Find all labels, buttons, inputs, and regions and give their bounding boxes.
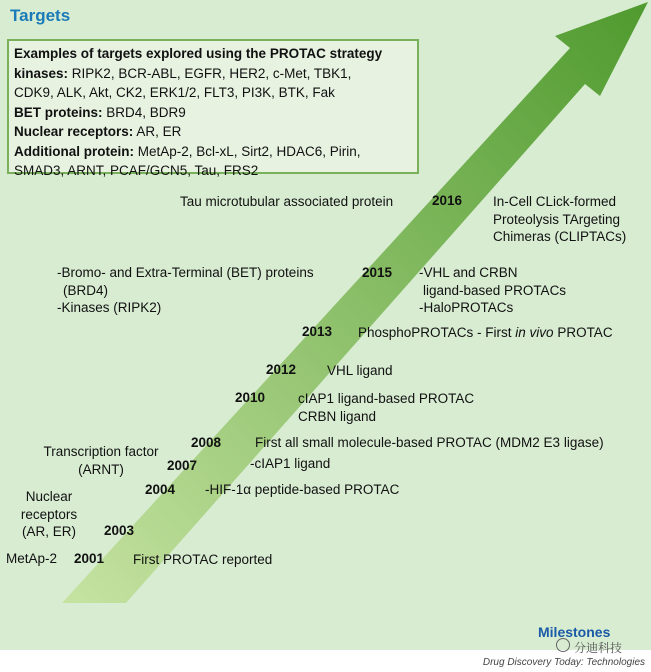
label-first-protac: First PROTAC reported — [133, 552, 273, 567]
watermark-text: 分迪科技 — [574, 641, 623, 655]
additional-line2: SMAD3, ARNT, PCAF/GCN5, Tau, FRS2 — [14, 163, 259, 178]
bet-line2: (BRD4) — [63, 282, 109, 298]
kinases-line2: CDK9, ALK, Akt, CK2, ERK1/2, FLT3, PI3K, BTK, Fak — [14, 85, 335, 100]
bet-text: BRD4, BDR9 — [102, 104, 186, 120]
r2015-line2: ligand-based PROTACs — [423, 282, 567, 298]
year-2007: 2007 — [167, 458, 198, 473]
year-2001: 2001 — [74, 551, 105, 566]
targets-header: Examples of targets explored using the PROTAC strategy — [14, 46, 383, 61]
label-hif1a: -HIF-1α peptide-based PROTAC — [205, 482, 400, 497]
r2016-line1: In-Cell CLick-formed — [493, 194, 617, 209]
year-2016: 2016 — [432, 193, 463, 208]
additional-line1: MetAp-2, Bcl-xL, Sirt2, HDAC6, Pirin, — [133, 143, 361, 159]
milestones-label: Milestones — [538, 624, 611, 640]
r2013-post: PROTAC — [553, 325, 613, 340]
label-2015 — [419, 264, 566, 317]
year-2015: 2015 — [362, 265, 393, 280]
label-2010 — [298, 390, 474, 425]
kinases-label: kinases: — [14, 65, 69, 81]
additional-label: Additional protein: — [14, 143, 134, 159]
year-2013: 2013 — [302, 324, 333, 339]
label-vhl-ligand: VHL ligand — [327, 363, 393, 378]
r2013-italic: in vivo — [515, 325, 554, 340]
watermark-logo-icon — [556, 638, 570, 652]
label-small-molecule-protac: First all small molecule-based PROTAC (MDM2 E3 ligase) — [255, 435, 604, 450]
nuclear-line3: (AR, ER) — [22, 524, 76, 539]
bet-label: BET proteins: — [14, 104, 103, 120]
label-bet-proteins — [57, 264, 314, 317]
r2016-line3: Chimeras (CLIPTACs) — [493, 229, 627, 244]
targets-nuclear — [14, 122, 412, 142]
kinases-line1: RIPK2, BCR-ABL, EGFR, HER2, c-Met, TBK1, — [68, 65, 352, 81]
year-2003: 2003 — [104, 523, 135, 538]
label-tau: Tau microtubular associated protein — [180, 194, 394, 209]
journal-credit: Drug Discovery Today: Technologies — [482, 657, 645, 668]
label-ciap1-ligand: -cIAP1 ligand — [250, 456, 331, 471]
r2010-line1: cIAP1 ligand-based PROTAC — [298, 391, 475, 406]
label-transcription-factor — [34, 443, 168, 478]
label-metap2: MetAp-2 — [6, 551, 58, 566]
year-2010: 2010 — [235, 390, 266, 405]
nuclear-label: Nuclear receptors: — [14, 124, 134, 139]
year-2012: 2012 — [266, 362, 297, 377]
r2010-line2: CRBN ligand — [298, 408, 377, 424]
targets-box — [7, 39, 419, 178]
r2016-line2: Proteolysis TArgeting — [493, 211, 621, 227]
bet-line1: -Bromo- and Extra-Terminal (BET) proteins — [57, 265, 314, 280]
year-2008: 2008 — [191, 435, 222, 450]
label-phosphoprotacs — [358, 324, 613, 342]
nuclear-line2: receptors — [20, 506, 78, 522]
targets-additional — [14, 142, 412, 162]
page-title: Targets — [10, 6, 71, 25]
r2015-line1: -VHL and CRBN — [419, 265, 518, 280]
label-2016 — [493, 193, 626, 246]
r2013-pre: PhosphoPROTACs - First — [358, 325, 516, 340]
tf-line1: Transcription factor — [43, 444, 159, 459]
bet-line3: -Kinases (RIPK2) — [57, 300, 162, 315]
label-nuclear-receptors — [12, 488, 86, 541]
nuclear-text: AR, ER — [133, 124, 182, 139]
r2015-line3: -HaloPROTACs — [419, 300, 514, 315]
nuclear-line1: Nuclear — [25, 489, 73, 504]
tf-line2: (ARNT) — [78, 461, 124, 477]
targets-bet — [14, 103, 412, 123]
targets-kinases — [14, 64, 412, 84]
year-2004: 2004 — [145, 482, 176, 497]
